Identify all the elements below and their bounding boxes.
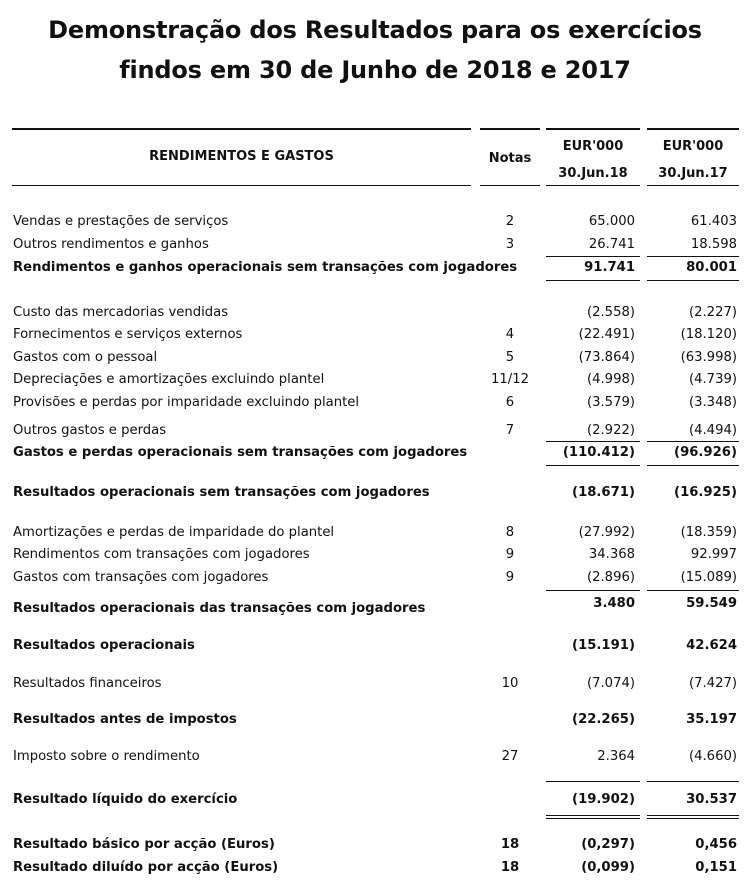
- row-label: Rendimentos com transações com jogadores: [13, 547, 310, 562]
- subtotal-rule-col1: [546, 590, 640, 591]
- row-note: 11/12: [490, 372, 529, 387]
- table-row: [0, 325, 750, 345]
- row-label: Vendas e prestações de serviços: [13, 214, 229, 229]
- header-top-rule-col1: [546, 128, 640, 130]
- row-label: Fornecimentos e serviços externos: [13, 327, 243, 342]
- row-value-2017: (96.926): [674, 445, 737, 460]
- table-row: [0, 348, 750, 368]
- row-note: 5: [505, 350, 515, 365]
- row-value-2017: (15.089): [680, 570, 737, 585]
- row-label: Outros rendimentos e ganhos: [13, 237, 209, 252]
- row-note: 18: [500, 837, 520, 852]
- row-label: Imposto sobre o rendimento: [13, 749, 200, 764]
- table-row: [0, 858, 750, 878]
- row-label: Gastos com o pessoal: [13, 350, 158, 365]
- table-row: [0, 370, 750, 390]
- header-top-rule-col2: [647, 128, 739, 130]
- row-value-2017: 35.197: [686, 712, 737, 727]
- header-section-label: RENDIMENTOS E GASTOS: [149, 149, 334, 164]
- row-value-2017: 0,456: [695, 837, 737, 852]
- header-col1-date: 30.Jun.18: [558, 166, 628, 181]
- row-value-2018: 65.000: [588, 214, 635, 229]
- row-value-2018: (4.998): [586, 372, 635, 387]
- statement-title-line2: findos em 30 de Junho de 2018 e 2017: [119, 56, 631, 84]
- header-top-rule: [12, 128, 471, 130]
- header-col2-date: 30.Jun.17: [658, 166, 728, 181]
- net-result-double-rule-col2: [647, 815, 739, 819]
- row-value-2017: (16.925): [674, 485, 737, 500]
- table-row: [0, 235, 750, 255]
- row-value-2018: (2.558): [586, 305, 635, 320]
- net-result-top-rule-col2: [647, 781, 739, 782]
- row-value-2017: (18.120): [680, 327, 737, 342]
- row-label: Resultados operacionais das transações com jogadores: [13, 601, 426, 616]
- table-row: [0, 421, 750, 441]
- subtotal-rule-col2: [647, 441, 739, 442]
- row-value-2018: (3.579): [586, 395, 635, 410]
- header-bottom-rule-notes: [480, 185, 540, 186]
- row-label: Amortizações e perdas de imparidade do plantel: [13, 525, 335, 540]
- row-value-2018: (0,099): [581, 860, 635, 875]
- row-value-2018: 2.364: [597, 749, 635, 764]
- row-value-2018: (15.191): [572, 638, 635, 653]
- row-value-2017: 18.598: [690, 237, 737, 252]
- row-value-2018: (110.412): [562, 445, 635, 460]
- row-note: 4: [505, 327, 515, 342]
- row-note: 9: [505, 570, 515, 585]
- row-label: Resultado líquido do exercício: [13, 792, 238, 807]
- row-value-2017: 0,151: [695, 860, 737, 875]
- row-value-2017: 59.549: [686, 596, 737, 611]
- row-value-2017: (4.494): [688, 423, 737, 438]
- table-row: [0, 835, 750, 855]
- header-col1-unit: EUR'000: [562, 139, 624, 154]
- row-label: Resultados antes de impostos: [13, 712, 237, 727]
- row-note: 10: [501, 676, 519, 691]
- table-row: [0, 747, 750, 767]
- row-value-2018: 91.741: [584, 260, 635, 275]
- net-result-top-rule-col1: [546, 781, 640, 782]
- row-label: Resultado diluído por acção (Euros): [13, 860, 279, 875]
- table-row: [0, 568, 750, 588]
- row-value-2017: 42.624: [686, 638, 737, 653]
- row-value-2018: 34.368: [588, 547, 635, 562]
- row-label: Depreciações e amortizações excluindo plantel: [13, 372, 325, 387]
- subtotal-bottom-rule-col1: [546, 465, 640, 466]
- table-row: [0, 636, 750, 656]
- table-row: [0, 710, 750, 730]
- row-value-2017: 80.001: [686, 260, 737, 275]
- row-value-2017: (4.660): [688, 749, 737, 764]
- row-note: 8: [505, 525, 515, 540]
- table-row: [0, 545, 750, 565]
- row-note: 6: [505, 395, 515, 410]
- row-value-2017: (18.359): [680, 525, 737, 540]
- statement-title: [0, 10, 750, 90]
- table-row: [0, 597, 750, 617]
- table-row: [0, 258, 750, 278]
- row-value-2017: (3.348): [688, 395, 737, 410]
- row-value-2018: (19.902): [572, 792, 635, 807]
- row-value-2017: (63.998): [680, 350, 737, 365]
- row-note: 2: [505, 214, 515, 229]
- table-row: [0, 790, 750, 810]
- row-label: Resultados operacionais sem transações com jogadores: [13, 485, 430, 500]
- table-row: [0, 443, 750, 463]
- row-value-2018: (7.074): [586, 676, 635, 691]
- header-bottom-rule-col1: [546, 185, 640, 186]
- row-label: Rendimentos e ganhos operacionais sem transações com jogadores: [13, 260, 518, 275]
- row-note: 7: [505, 423, 515, 438]
- subtotal-rule-col2: [647, 590, 739, 591]
- row-value-2017: (4.739): [688, 372, 737, 387]
- header-bottom-rule: [12, 185, 471, 186]
- subtotal-rule-col1: [546, 441, 640, 442]
- header-bottom-rule-col2: [647, 185, 739, 186]
- row-label: Gastos e perdas operacionais sem transações com jogadores: [13, 445, 468, 460]
- row-value-2017: (2.227): [688, 305, 737, 320]
- row-value-2018: (2.922): [586, 423, 635, 438]
- row-value-2017: 92.997: [690, 547, 737, 562]
- row-value-2018: 3.480: [593, 596, 635, 611]
- row-value-2018: (2.896): [586, 570, 635, 585]
- table-row: [0, 212, 750, 232]
- row-value-2018: (73.864): [578, 350, 635, 365]
- row-value-2018: (18.671): [572, 485, 635, 500]
- subtotal-bottom-rule-col2: [647, 465, 739, 466]
- row-value-2018: (22.491): [578, 327, 635, 342]
- net-result-double-rule-col1: [546, 815, 640, 819]
- table-row: [0, 393, 750, 413]
- header-top-rule-notes: [480, 128, 540, 130]
- header-notes-label: Notas: [488, 151, 532, 166]
- row-note: 18: [500, 860, 520, 875]
- row-note: 9: [505, 547, 515, 562]
- table-row: [0, 483, 750, 503]
- row-label: Provisões e perdas por imparidade excluindo plantel: [13, 395, 360, 410]
- row-label: Resultado básico por acção (Euros): [13, 837, 275, 852]
- table-row: [0, 303, 750, 323]
- row-note: 3: [505, 237, 515, 252]
- row-value-2018: (0,297): [581, 837, 635, 852]
- subtotal-rule-col2: [647, 256, 739, 257]
- row-note: 27: [501, 749, 519, 764]
- subtotal-rule-col1: [546, 256, 640, 257]
- row-label: Outros gastos e perdas: [13, 423, 167, 438]
- row-value-2017: 61.403: [690, 214, 737, 229]
- row-value-2018: 26.741: [588, 237, 635, 252]
- row-value-2018: (22.265): [572, 712, 635, 727]
- table-row: [0, 674, 750, 694]
- row-label: Resultados financeiros: [13, 676, 162, 691]
- subtotal-bottom-rule-col1: [546, 280, 640, 281]
- row-value-2018: (27.992): [578, 525, 635, 540]
- statement-title-line1: Demonstração dos Resultados para os exercícios: [48, 16, 702, 44]
- row-value-2017: 30.537: [686, 792, 737, 807]
- row-label: Gastos com transações com jogadores: [13, 570, 269, 585]
- subtotal-bottom-rule-col2: [647, 280, 739, 281]
- table-row: [0, 523, 750, 543]
- row-label: Resultados operacionais: [13, 638, 195, 653]
- row-value-2017: (7.427): [688, 676, 737, 691]
- row-label: Custo das mercadorias vendidas: [13, 305, 229, 320]
- header-col2-unit: EUR'000: [662, 139, 724, 154]
